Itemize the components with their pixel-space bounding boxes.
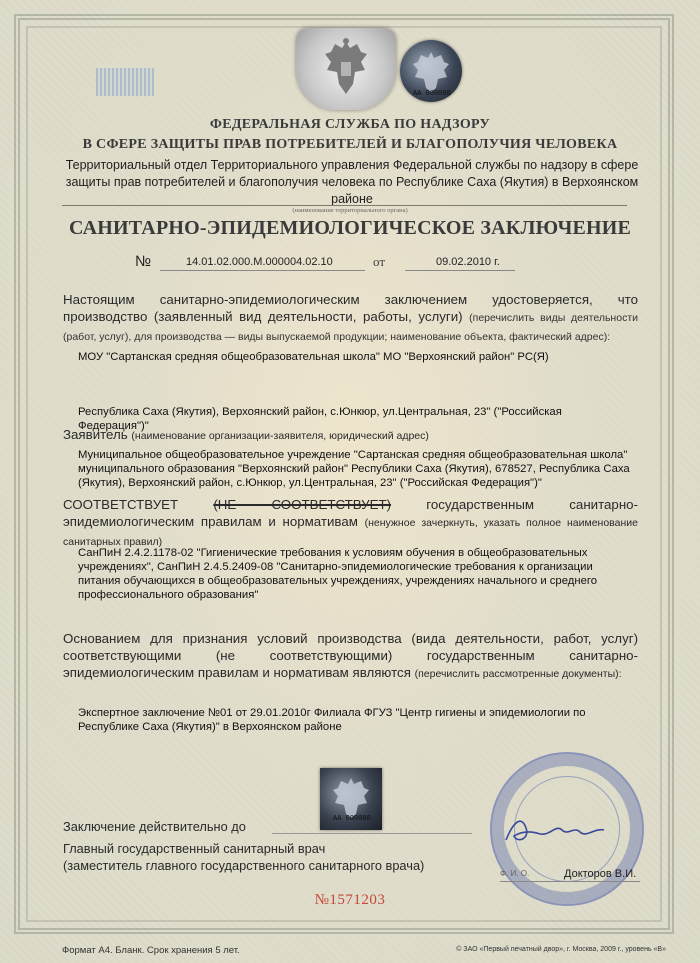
compliance-statement <box>63 496 638 551</box>
compliance-text: государственным санитарно-эпидемиологическим правилам и нормативам <box>63 497 638 529</box>
applicant-label: Заявитель <box>63 427 128 442</box>
applicant-label-row <box>63 427 429 442</box>
signatory-underline <box>500 881 640 882</box>
corresponds-word: СООТВЕТСТВУЕТ <box>63 497 179 512</box>
validity-label: Заключение действительно до <box>63 819 246 834</box>
certification-intro <box>63 291 638 346</box>
footer-format: Формат А4. Бланк. Срок хранения 5 лет. <box>62 945 240 956</box>
basis-text: Основанием для признания условий производства (вида деятельности, работ, услуг) соответствующими (не соответствующими) государственным санитарно-эпидемиологическим правилам и нормативам являются <box>63 631 638 680</box>
number-underline <box>160 270 365 271</box>
sanitary-rules-line1: СанПиН 2.4.2.1178-02 "Гигиенические требования к условиям обучения в общеобразовательных <box>78 547 588 559</box>
sanitary-rules-line3: питания обучающихся в общеобразовательных учреждениях, учреждениях начального и среднего <box>78 575 598 587</box>
double-headed-eagle-icon <box>321 36 371 100</box>
agency-title-line2: В СФЕРЕ ЗАЩИТЫ ПРАВ ПОТРЕБИТЕЛЕЙ И БЛАГОПОЛУЧИЯ ЧЕЛОВЕКА <box>82 137 618 152</box>
compliance-hint: (ненужное зачеркнуть, указать полное наименование санитарных правил) <box>63 517 638 548</box>
certification-intro-hint: (перечислить виды деятельности (работ, услуг), для производства — виды выпускаемой продукции; наименование объекта, фактический адрес): <box>63 312 638 343</box>
date-underline <box>405 270 515 271</box>
number-symbol: № <box>135 253 152 270</box>
certification-intro-text: Настоящим санитарно-эпидемиологическим заключением удостоверяется, что производство (заявленный вид деятельности, работы, услуги) <box>63 292 638 324</box>
applicant-line2: муниципального образования "Верхоянский район" Республики Саха (Якутия), 678527, Республика Саха <box>78 463 630 475</box>
serial-number: №1571203 <box>314 892 386 908</box>
object-address-line2: Федерация")" <box>78 420 149 432</box>
signature-icon <box>500 810 610 850</box>
applicant-hint: (наименование организации-заявителя, юридический адрес) <box>131 430 429 442</box>
signatory-initials-caption: Ф. И. О. <box>500 869 530 878</box>
applicant-line1: Муниципальное общеобразовательное учреждение "Сартанская средняя общеобразовательная школа" <box>78 449 628 461</box>
coat-of-arms-emblem <box>296 28 396 110</box>
hologram-eagle-icon <box>411 50 451 92</box>
applicant-details <box>78 448 638 490</box>
document-title: САНИТАРНО-ЭПИДЕМИОЛОГИЧЕСКОЕ ЗАКЛЮЧЕНИЕ <box>68 217 632 239</box>
signatory-line1: Главный государственный санитарный врач <box>63 841 326 856</box>
sanitary-rules <box>78 546 638 602</box>
territorial-body-rule <box>62 205 627 206</box>
sanitary-rules-line2: учреждениях", СанПиН 2.4.5.2409-08 "Санитарно-эпидемиологические требования к организации <box>78 561 593 573</box>
basis-documents <box>78 706 638 734</box>
signatory-line2: (заместитель главного государственного санитарного врача) <box>63 858 425 873</box>
document-number: 14.01.02.000.М.000004.02.10 <box>186 256 333 268</box>
sanitary-rules-line4: профессионального образования" <box>78 589 259 601</box>
territorial-body-caption: (наименование территориального органа) <box>292 207 408 214</box>
territorial-body <box>62 157 642 208</box>
date-from-label: от <box>373 254 386 269</box>
hologram-middle-number: АА 000000 <box>333 815 371 823</box>
basis-statement <box>63 630 638 683</box>
signatory-title <box>63 840 424 874</box>
document-date: 09.02.2010 г. <box>436 256 500 268</box>
object-address-line1: Республика Саха (Якутия), Верхоянский район, с.Юнкюр, ул.Центральная, 23" ("Российская <box>78 406 562 418</box>
validity-underline <box>272 833 472 834</box>
basis-doc-line1: Экспертное заключение №01 от 29.01.2010г Филиала ФГУЗ "Центр гигиены и эпидемиологии по <box>78 707 586 719</box>
footer-printer: © ЗАО «Первый печатный двор», г. Москва, 2009 г., уровень «В» <box>456 946 666 953</box>
applicant-line3: (Якутия), Верхоянский район, с.Юнкюр, ул.Центральная, 23" ("Российская Федерация")" <box>78 477 542 489</box>
territorial-body-line2: защиты прав потребителей и благополучия человека по Республике Саха (Якутия) в Верхоянском районе <box>65 175 639 206</box>
hologram-eagle-icon <box>331 776 371 818</box>
not-corresponds-struck: (НЕ СООТВЕТСТВУЕТ) <box>213 497 392 512</box>
agency-title-line1: ФЕДЕРАЛЬНАЯ СЛУЖБА ПО НАДЗОРУ <box>209 117 491 132</box>
basis-hint: (перечислить рассмотренные документы): <box>414 668 622 680</box>
object-name: МОУ "Сартанская средняя общеобразовательная школа" МО "Верхоянский район" РС(Я) <box>78 351 549 363</box>
basis-doc-line2: Республике Саха (Якутия)" в Верхоянском районе <box>78 721 342 733</box>
printer-logo <box>96 68 154 96</box>
signatory-name: Докторов В.И. <box>564 868 637 880</box>
hologram-top-number: АА 000000 <box>413 90 451 98</box>
territorial-body-line1: Территориальный отдел Территориального управления Федеральной службы по надзору в сфере <box>65 158 639 172</box>
